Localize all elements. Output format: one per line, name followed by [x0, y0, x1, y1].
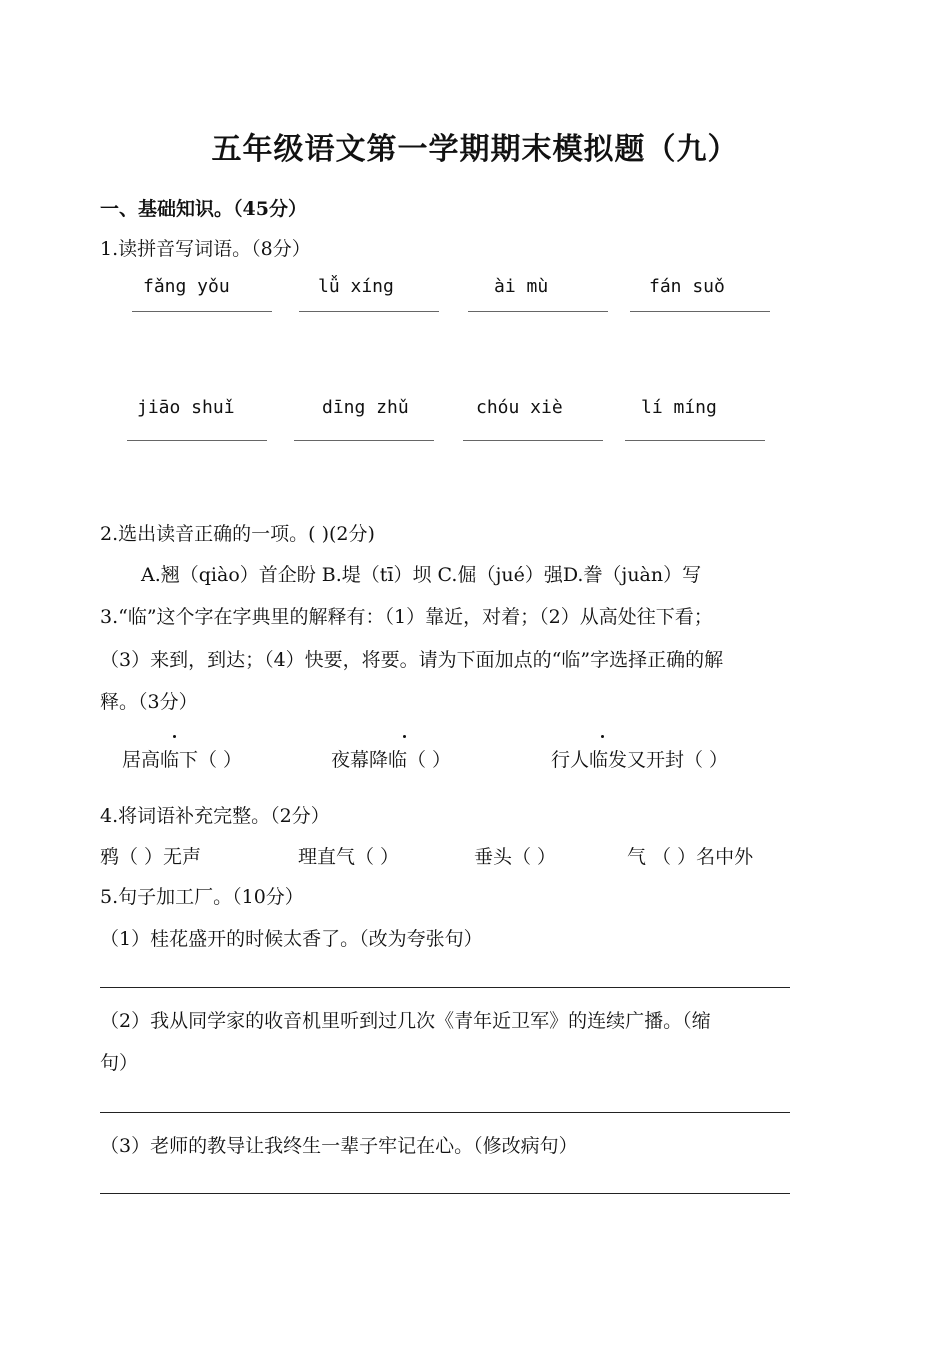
- q5-sentence: 句）: [100, 1052, 139, 1074]
- pinyin-item: jiāo shuǐ: [137, 397, 235, 418]
- q4-item: 理直气（ ）: [298, 846, 400, 868]
- q1-prompt: 1.读拼音写词语。（8分）: [100, 238, 311, 260]
- answer-line[interactable]: [100, 987, 790, 988]
- q5-sentence: （2）我从同学家的收音机里听到过几次《青年近卫军》的连续广播。（缩: [100, 1010, 711, 1032]
- answer-blank[interactable]: [630, 311, 770, 312]
- q3-text-line: 3.“临”这个字在字典里的解释有：（1）靠近，对着；（2）从高处往下看；: [100, 606, 713, 628]
- pinyin-item: lí míng: [641, 397, 717, 418]
- q5-prompt: 5.句子加工厂。（10分）: [100, 886, 304, 908]
- pinyin-item: fán suǒ: [649, 276, 725, 297]
- answer-blank[interactable]: [132, 311, 272, 312]
- answer-line[interactable]: [100, 1112, 790, 1113]
- emphasis-dot: [403, 735, 406, 738]
- q4-item: 气 （ ）名中外: [627, 846, 754, 868]
- emphasis-dot: [601, 735, 604, 738]
- q4-item: 垂头（ ）: [474, 846, 557, 868]
- q3-item: 夜幕降临（ ）: [331, 749, 452, 771]
- pinyin-item: ài mù: [494, 276, 549, 297]
- q2-prompt: 2.选出读音正确的一项。( )(2分): [100, 523, 375, 545]
- pinyin-item: lǚ xíng: [318, 276, 394, 297]
- answer-blank[interactable]: [625, 440, 765, 441]
- q5-sentence: （1）桂花盛开的时候太香了。（改为夸张句）: [100, 928, 483, 950]
- q3-item: 居高临下（ ）: [122, 749, 243, 771]
- answer-blank[interactable]: [468, 311, 608, 312]
- q3-item: 行人临发又开封（ ）: [551, 749, 729, 771]
- q2-options: A.翘（qiào）首企盼 B.堤（tī）坝 C.倔（jué）强D.誊（juàn）写: [141, 564, 702, 586]
- answer-blank[interactable]: [127, 440, 267, 441]
- page-title: 五年级语文第一学期期末模拟题（九）: [211, 132, 739, 167]
- q4-item: 鸦（ ）无声: [100, 846, 202, 868]
- emphasis-dot: [173, 735, 176, 738]
- q3-text-line: （3）来到，到达；（4）快要，将要。请为下面加点的“临”字选择正确的解: [100, 649, 724, 671]
- q4-prompt: 4.将词语补充完整。（2分）: [100, 805, 330, 827]
- q5-sentence: （3）老师的教导让我终生一辈子牢记在心。（修改病句）: [100, 1135, 578, 1157]
- pinyin-item: dīng zhǔ: [322, 397, 409, 418]
- pinyin-item: fǎng yǒu: [143, 276, 230, 297]
- answer-blank[interactable]: [299, 311, 439, 312]
- answer-line[interactable]: [100, 1193, 790, 1194]
- pinyin-item: chóu xiè: [476, 397, 563, 418]
- answer-blank[interactable]: [294, 440, 434, 441]
- answer-blank[interactable]: [463, 440, 603, 441]
- q3-text-line: 释。（3分）: [100, 691, 198, 713]
- section-heading-basics: 一、基础知识。（45分）: [100, 198, 307, 220]
